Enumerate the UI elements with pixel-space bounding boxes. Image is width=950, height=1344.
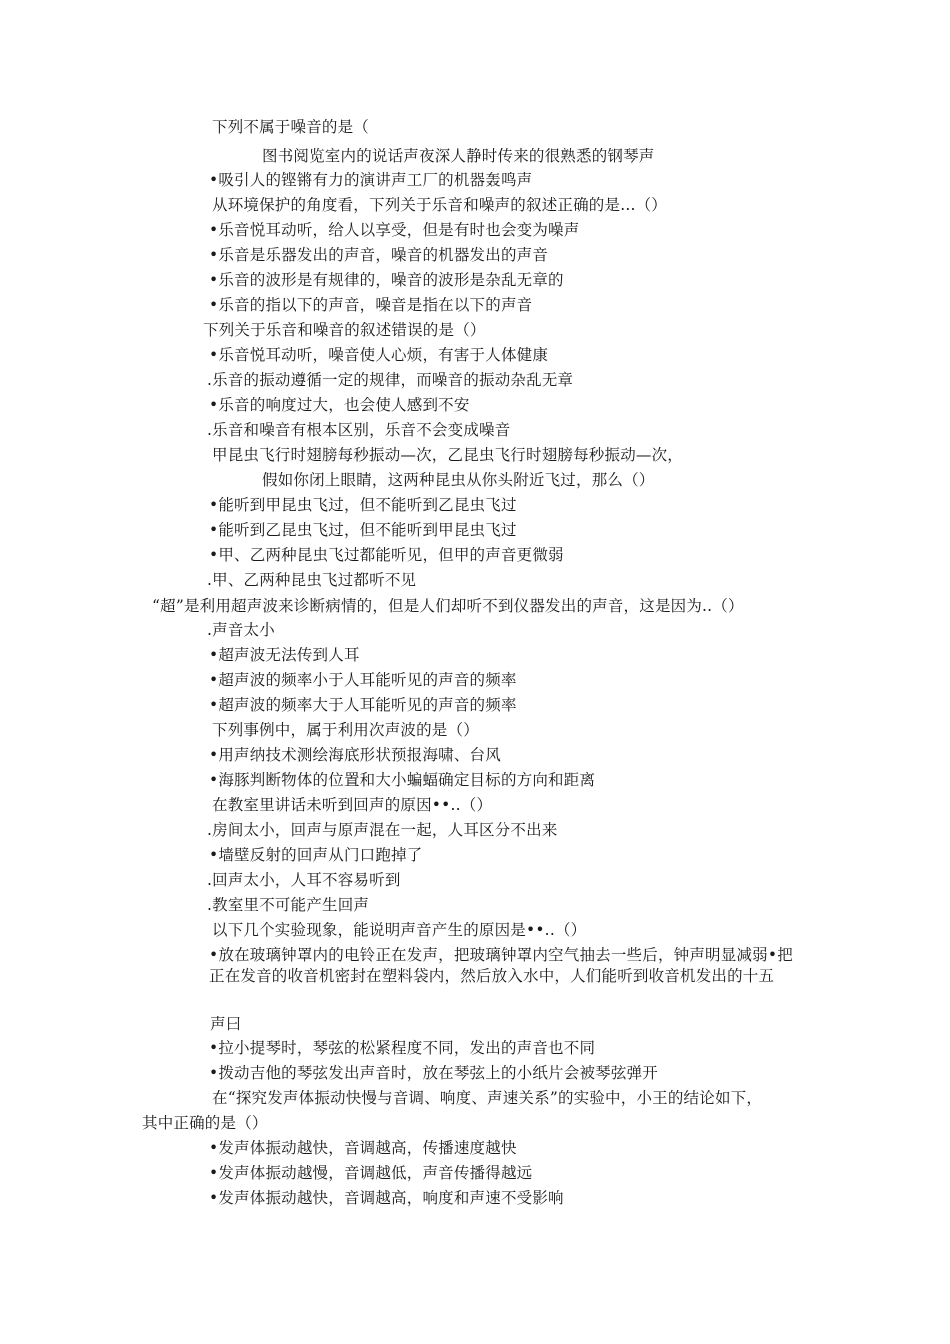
question-5-option: •超声波无法传到人耳: [209, 646, 360, 664]
question-1-options-a-b: 图书阅览室内的说话声夜深人静时传来的很熟悉的钢琴声: [262, 147, 655, 165]
question-5-option: •超声波的频率小于人耳能听见的声音的频率: [209, 671, 517, 689]
question-2-option: •乐音悦耳动听，给人以享受，但是有时也会变为噪声: [209, 221, 580, 239]
question-7-option: •墙壁反射的回声从门口跑掉了: [209, 846, 423, 864]
question-7-option: .教室里不可能产生回声: [207, 896, 370, 914]
question-3-option: •乐音悦耳动听，噪音使人心烦，有害于人体健康: [209, 346, 549, 364]
question-9-stem: 在“探究发声体振动快慢与音调、响度、声速关系”的实验中，小王的结论如下，: [212, 1089, 763, 1107]
question-8-options-a-b-continued: 声曰: [210, 1015, 242, 1033]
question-9-option: •发声体振动越快，音调越高，传播速度越快: [209, 1139, 517, 1157]
question-4-option: •能听到甲昆虫飞过，但不能听到乙昆虫飞过: [209, 496, 517, 514]
question-7-option: .回声太小，人耳不容易听到: [207, 871, 401, 889]
question-1-stem: 下列不属于噪音的是（: [212, 118, 370, 136]
question-9-option: •发声体振动越快，音调越高，响度和声速不受影响: [209, 1189, 564, 1207]
question-8-option: •拉小提琴时，琴弦的松紧程度不同，发出的声音也不同: [209, 1039, 596, 1057]
question-1-options-c-d: •吸引人的铿锵有力的演讲声工厂的机器轰鸣声: [209, 171, 533, 189]
question-6-stem: 下列事例中，属于利用次声波的是（）: [212, 721, 479, 739]
question-2-stem: 从环境保护的角度看，下列关于乐音和噪声的叙述正确的是...（）: [212, 196, 667, 214]
question-4-option: .甲、乙两种昆虫飞过都听不见: [207, 571, 417, 589]
question-3-option: •乐音的响度过大，也会使人感到不安: [209, 396, 470, 414]
question-2-option: •乐音的波形是有规律的，噪音的波形是杂乱无章的: [209, 271, 564, 289]
question-8-option: •拨动吉他的琴弦发出声音时，放在琴弦上的小纸片会被琴弦弹开: [209, 1064, 658, 1082]
question-3-stem: 下列关于乐音和噪音的叙述错误的是（）: [203, 321, 486, 339]
question-5-stem: “超”是利用超声波来诊断病情的，但是人们却听不到仪器发出的声音，这是因为..（）: [152, 597, 744, 615]
question-9-option: •发声体振动越慢，音调越低，声音传播得越远: [209, 1164, 533, 1182]
question-4-option: •能听到乙昆虫飞过，但不能听到甲昆虫飞过: [209, 521, 517, 539]
question-3-option: .乐音和噪音有根本区别，乐音不会变成噪音: [207, 421, 511, 439]
question-2-option: •乐音的指以下的声音，噪音是指在以下的声音: [209, 296, 533, 314]
question-6-options-c-d: •海豚判断物体的位置和大小蝙蝠确定目标的方向和距离: [209, 771, 596, 789]
question-2-option: •乐音是乐器发出的声音，噪音的机器发出的声音: [209, 246, 549, 264]
question-6-options-a-b: •用声纳技术测绘海底形状预报海啸、台风: [209, 746, 501, 764]
question-3-option: .乐音的振动遵循一定的规律，而噪音的振动杂乱无章: [207, 371, 574, 389]
question-7-stem: 在教室里讲话未听到回声的原因••..（）: [212, 796, 493, 814]
question-8-stem: 以下几个实验现象，能说明声音产生的原因是••..（）: [212, 921, 587, 939]
question-5-option: .声音太小: [207, 621, 275, 639]
question-8-options-a-b: •放在玻璃钟罩内的电铃正在发声，把玻璃钟罩内空气抽去一些后，钟声明显减弱•把正在发音的收音机密封在塑料袋内，然后放入水中，人们能听到收音机发出的十五: [209, 946, 793, 985]
question-7-option: .房间太小，回声与原声混在一起，人耳区分不出来: [207, 821, 558, 839]
question-4-option: •甲、乙两种昆虫飞过都能听见，但甲的声音更微弱: [209, 546, 564, 564]
question-4-stem-continued: 假如你闭上眼睛，这两种昆虫从你头附近飞过，那么（）: [262, 471, 655, 489]
question-5-option: •超声波的频率大于人耳能听见的声音的频率: [209, 696, 517, 714]
question-4-stem: 甲昆虫飞行时翅膀每秒振动—次，乙昆虫飞行时翅膀每秒振动—次，: [212, 446, 684, 464]
question-9-stem-continued: 其中正确的是（）: [142, 1114, 268, 1132]
